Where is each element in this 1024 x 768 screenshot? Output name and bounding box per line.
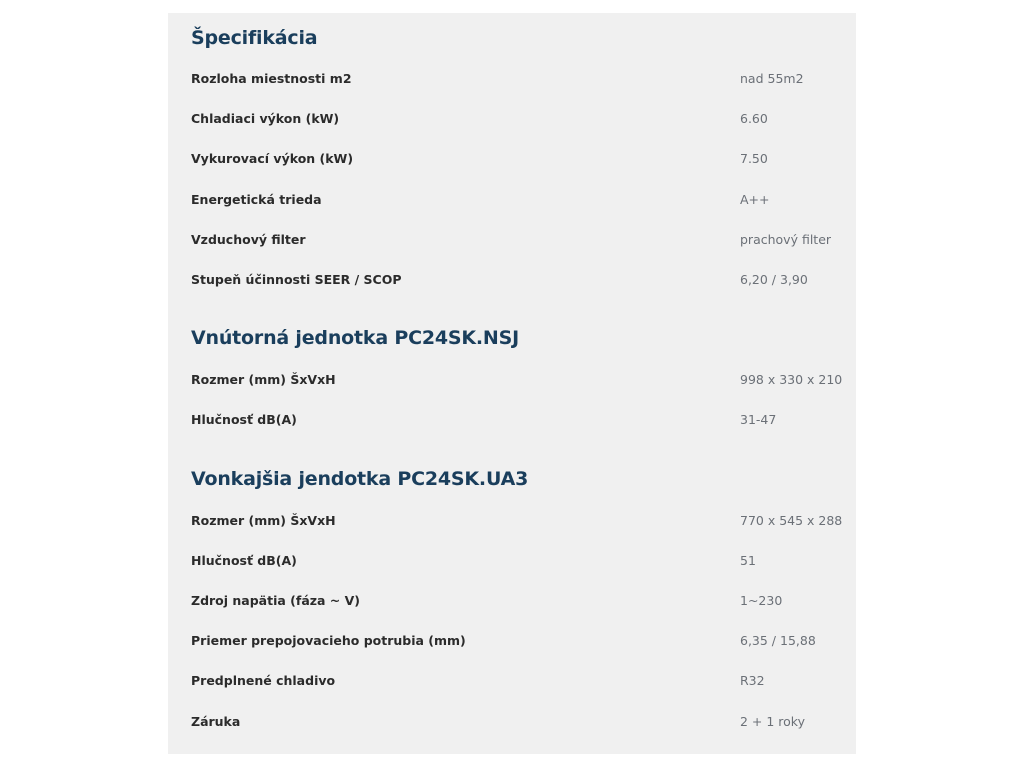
spec-label: Vykurovací výkon (kW) — [191, 151, 354, 166]
spec-value: 998 x 330 x 210 — [740, 372, 843, 387]
spec-label: Priemer prepojovacieho potrubia (mm) — [191, 633, 466, 648]
spec-value: 6,20 / 3,90 — [740, 272, 808, 287]
spec-row — [191, 69, 841, 89]
spec-value: prachový filter — [740, 232, 832, 247]
spec-value: R32 — [740, 673, 765, 688]
spec-row — [191, 190, 841, 210]
spec-row — [191, 551, 841, 571]
spec-label: Predplnené chladivo — [191, 673, 336, 688]
spec-row — [191, 591, 841, 611]
spec-row — [191, 631, 841, 651]
spec-label: Vzduchový filter — [191, 232, 306, 247]
spec-label: Rozmer (mm) ŠxVxH — [191, 372, 336, 387]
outdoor-unit-title: Vonkajšia jendotka PC24SK.UA3 — [191, 468, 529, 490]
spec-value: 6,35 / 15,88 — [740, 633, 816, 648]
spec-row — [191, 712, 841, 732]
spec-value: 1~230 — [740, 593, 783, 608]
spec-row — [191, 270, 841, 290]
spec-value: A++ — [740, 192, 770, 207]
spec-value: 6.60 — [740, 111, 768, 126]
spec-label: Rozmer (mm) ŠxVxH — [191, 513, 336, 528]
specification-panel — [168, 13, 856, 754]
specification-title: Špecifikácia — [191, 27, 318, 49]
spec-row — [191, 410, 841, 430]
spec-label: Chladiaci výkon (kW) — [191, 111, 340, 126]
spec-row — [191, 149, 841, 169]
spec-row — [191, 511, 841, 531]
spec-label: Záruka — [191, 714, 241, 729]
spec-row — [191, 230, 841, 250]
spec-value: 2 + 1 roky — [740, 714, 806, 729]
spec-value: nad 55m2 — [740, 71, 804, 86]
spec-row — [191, 370, 841, 390]
spec-value: 51 — [740, 553, 756, 568]
spec-row — [191, 671, 841, 691]
spec-value: 770 x 545 x 288 — [740, 513, 843, 528]
spec-label: Hlučnosť dB(A) — [191, 412, 297, 427]
spec-label: Stupeň účinnosti SEER / SCOP — [191, 272, 402, 287]
spec-value: 31-47 — [740, 412, 777, 427]
spec-label: Energetická trieda — [191, 192, 322, 207]
spec-label: Hlučnosť dB(A) — [191, 553, 297, 568]
spec-label: Rozloha miestnosti m2 — [191, 71, 352, 86]
spec-row — [191, 109, 841, 129]
spec-label: Zdroj napätia (fáza ~ V) — [191, 593, 361, 608]
spec-value: 7.50 — [740, 151, 768, 166]
indoor-unit-title: Vnútorná jednotka PC24SK.NSJ — [191, 327, 519, 349]
